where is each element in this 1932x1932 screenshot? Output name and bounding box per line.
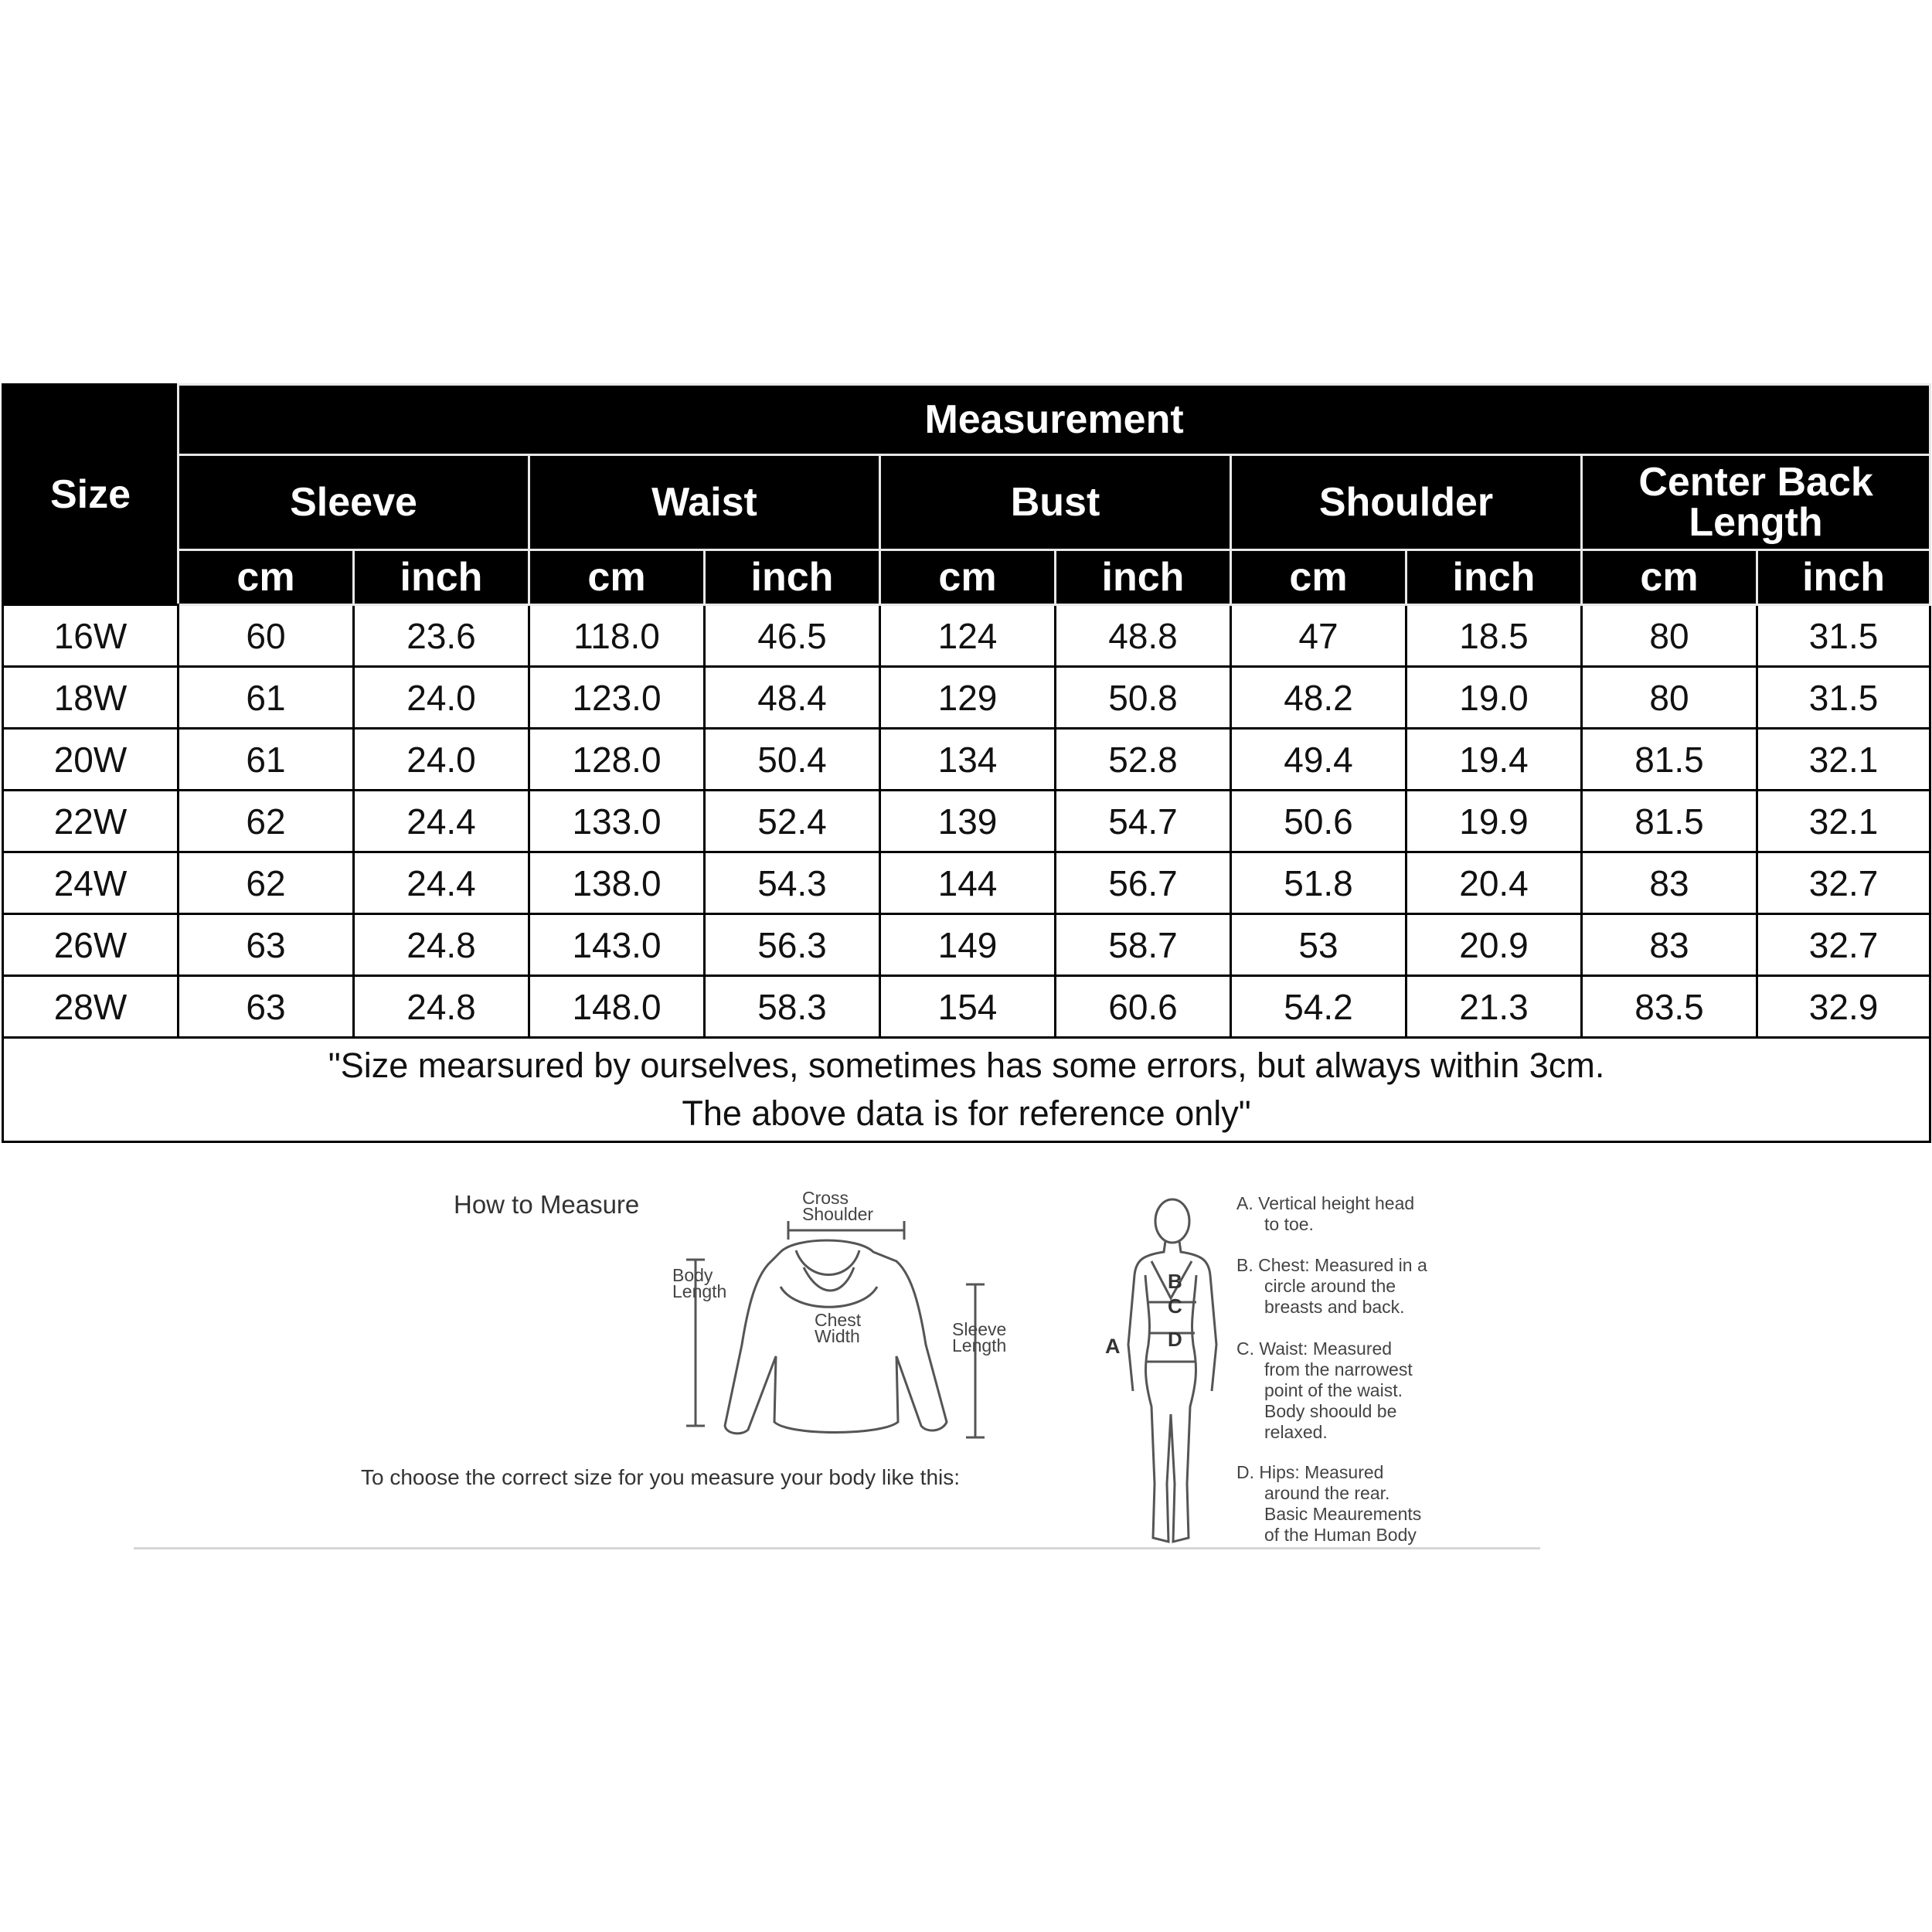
- value-cell: 118.0: [529, 605, 705, 667]
- unit-header-cm: cm: [179, 550, 354, 605]
- value-cell: 24.0: [354, 729, 529, 791]
- value-cell: 128.0: [529, 729, 705, 791]
- chest-width-label: Chest Width: [815, 1310, 862, 1346]
- unit-header-cm: cm: [1582, 550, 1757, 605]
- value-cell: 24.0: [354, 667, 529, 729]
- size-header: Size: [3, 385, 179, 605]
- table-row: [3, 667, 1930, 729]
- body-marker-a: A: [1105, 1335, 1121, 1358]
- value-cell: 80: [1582, 667, 1757, 729]
- size-cell: 24W: [3, 852, 179, 914]
- value-cell: 52.8: [1056, 729, 1231, 791]
- value-cell: 20.9: [1406, 914, 1582, 976]
- value-cell: 31.5: [1757, 605, 1930, 667]
- value-cell: 63: [179, 976, 354, 1038]
- value-cell: 48.2: [1231, 667, 1406, 729]
- unit-header-cm: cm: [880, 550, 1056, 605]
- reference-note-line-1: "Size mearsured by ourselves, sometimes has some errors, but always within 3cm.: [328, 1046, 1605, 1085]
- value-cell: 32.9: [1757, 976, 1930, 1038]
- value-cell: 24.4: [354, 852, 529, 914]
- value-cell: 50.4: [705, 729, 880, 791]
- value-cell: 32.7: [1757, 914, 1930, 976]
- group-header-center-back-length: Center Back Length: [1582, 455, 1930, 550]
- value-cell: 24.4: [354, 791, 529, 852]
- value-cell: 19.4: [1406, 729, 1582, 791]
- value-cell: 123.0: [529, 667, 705, 729]
- group-header-waist: Waist: [529, 455, 880, 550]
- group-header-sleeve: Sleeve: [179, 455, 529, 550]
- value-cell: 52.4: [705, 791, 880, 852]
- sleeve-length-label: Sleeve Length: [952, 1319, 1007, 1355]
- value-cell: 47: [1231, 605, 1406, 667]
- size-cell: 18W: [3, 667, 179, 729]
- value-cell: 60.6: [1056, 976, 1231, 1038]
- size-cell: 16W: [3, 605, 179, 667]
- value-cell: 134: [880, 729, 1056, 791]
- value-cell: 154: [880, 976, 1056, 1038]
- value-cell: 19.0: [1406, 667, 1582, 729]
- value-cell: 20.4: [1406, 852, 1582, 914]
- table-row: [3, 914, 1930, 976]
- value-cell: 48.8: [1056, 605, 1231, 667]
- size-cell: 26W: [3, 914, 179, 976]
- value-cell: 139: [880, 791, 1056, 852]
- value-cell: 63: [179, 914, 354, 976]
- cross-shoulder-label: Cross Shoulder: [802, 1188, 874, 1224]
- value-cell: 54.3: [705, 852, 880, 914]
- reference-note: [3, 1038, 1930, 1142]
- value-cell: 19.9: [1406, 791, 1582, 852]
- unit-header-inch: inch: [1406, 550, 1582, 605]
- value-cell: 61: [179, 667, 354, 729]
- body-figure: [1097, 1190, 1229, 1553]
- body-length-label: Body Length: [672, 1265, 727, 1301]
- unit-header-cm: cm: [529, 550, 705, 605]
- table-row: [3, 976, 1930, 1038]
- measurement-header: Measurement: [179, 385, 1930, 455]
- unit-header-cm: cm: [1231, 550, 1406, 605]
- how-to-measure-title: How to Measure: [454, 1190, 640, 1219]
- how-to-measure-section: [0, 1175, 1932, 1561]
- table-row: [3, 852, 1930, 914]
- unit-header-inch: inch: [1757, 550, 1930, 605]
- unit-header-inch: inch: [354, 550, 529, 605]
- value-cell: 144: [880, 852, 1056, 914]
- value-cell: 32.1: [1757, 791, 1930, 852]
- size-chart-table: [2, 383, 1931, 1143]
- choose-size-instruction: To choose the correct size for you measure your body like this:: [361, 1465, 961, 1489]
- value-cell: 32.1: [1757, 729, 1930, 791]
- value-cell: 62: [179, 791, 354, 852]
- value-cell: 50.8: [1056, 667, 1231, 729]
- section-divider: [134, 1547, 1540, 1549]
- value-cell: 80: [1582, 605, 1757, 667]
- value-cell: 148.0: [529, 976, 705, 1038]
- value-cell: 21.3: [1406, 976, 1582, 1038]
- legend-item-c: C. Waist: Measured from the narrowest point of the waist. Body shoould be relaxed.: [1236, 1338, 1413, 1442]
- value-cell: 18.5: [1406, 605, 1582, 667]
- legend-item-d: D. Hips: Measured around the rear. Basic Meaurements of the Human Body: [1236, 1462, 1422, 1545]
- value-cell: 83.5: [1582, 976, 1757, 1038]
- value-cell: 62: [179, 852, 354, 914]
- value-cell: 31.5: [1757, 667, 1930, 729]
- value-cell: 50.6: [1231, 791, 1406, 852]
- value-cell: 54.2: [1231, 976, 1406, 1038]
- value-cell: 83: [1582, 914, 1757, 976]
- group-header-shoulder: Shoulder: [1231, 455, 1582, 550]
- value-cell: 23.6: [354, 605, 529, 667]
- value-cell: 46.5: [705, 605, 880, 667]
- value-cell: 32.7: [1757, 852, 1930, 914]
- value-cell: 58.7: [1056, 914, 1231, 976]
- value-cell: 61: [179, 729, 354, 791]
- size-cell: 28W: [3, 976, 179, 1038]
- value-cell: 53: [1231, 914, 1406, 976]
- value-cell: 24.8: [354, 976, 529, 1038]
- value-cell: 54.7: [1056, 791, 1231, 852]
- table-row: [3, 791, 1930, 852]
- size-cell: 20W: [3, 729, 179, 791]
- reference-note-line-2: The above data is for reference only": [682, 1094, 1251, 1133]
- value-cell: 124: [880, 605, 1056, 667]
- value-cell: 49.4: [1231, 729, 1406, 791]
- value-cell: 24.8: [354, 914, 529, 976]
- value-cell: 60: [179, 605, 354, 667]
- value-cell: 129: [880, 667, 1056, 729]
- size-cell: 22W: [3, 791, 179, 852]
- value-cell: 81.5: [1582, 729, 1757, 791]
- value-cell: 149: [880, 914, 1056, 976]
- value-cell: 143.0: [529, 914, 705, 976]
- body-marker-d: D: [1168, 1328, 1182, 1351]
- legend-item-b: B. Chest: Measured in a circle around the breasts and back.: [1236, 1255, 1427, 1317]
- value-cell: 138.0: [529, 852, 705, 914]
- value-cell: 83: [1582, 852, 1757, 914]
- unit-header-inch: inch: [1056, 550, 1231, 605]
- body-marker-c: C: [1168, 1294, 1182, 1318]
- value-cell: 133.0: [529, 791, 705, 852]
- value-cell: 58.3: [705, 976, 880, 1038]
- value-cell: 81.5: [1582, 791, 1757, 852]
- body-marker-b: B: [1168, 1270, 1182, 1293]
- value-cell: 56.3: [705, 914, 880, 976]
- group-header-bust: Bust: [880, 455, 1231, 550]
- unit-header-inch: inch: [705, 550, 880, 605]
- legend-item-a: A. Vertical height head to toe.: [1236, 1193, 1415, 1234]
- table-row: [3, 729, 1930, 791]
- value-cell: 56.7: [1056, 852, 1231, 914]
- table-row: [3, 605, 1930, 667]
- value-cell: 51.8: [1231, 852, 1406, 914]
- value-cell: 48.4: [705, 667, 880, 729]
